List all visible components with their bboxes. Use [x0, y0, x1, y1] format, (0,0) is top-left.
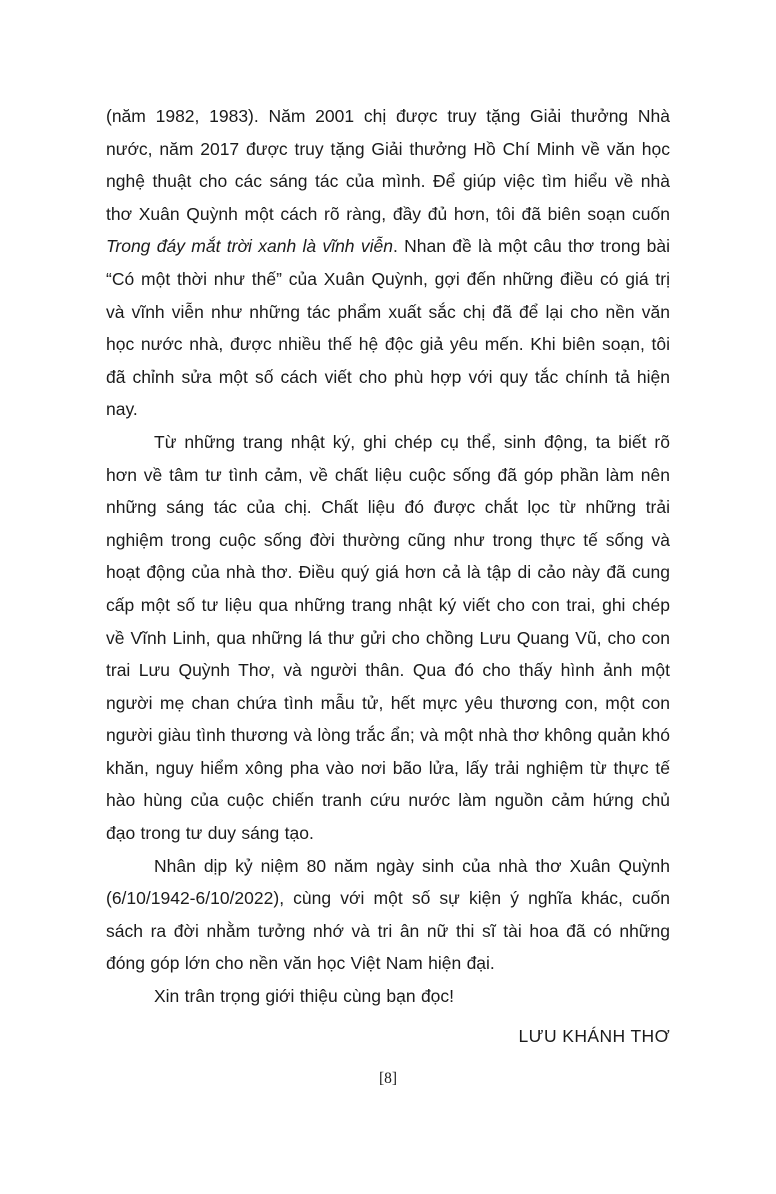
text-segment: Nhân dịp kỷ niệm 80 năm ngày sinh của nhà thơ Xuân Quỳnh (6/10/1942-6/10/2022), cùng với một số sự kiện ý nghĩa khác, cuốn sách ra đời nhằm tưởng nhớ và tri ân nữ thi sĩ tài hoa đã có những đóng góp lớn cho nền văn học Việt Nam hiện đại.	[106, 855, 670, 974]
page-number: [8]	[378, 1070, 398, 1087]
text-segment: Xin trân trọng giới thiệu cùng bạn đọc!	[154, 986, 455, 1007]
text-segment: (năm 1982, 1983). Năm 2001 chị được truy tặng Giải thưởng Nhà nước, năm 2017 được truy tặng Giải thưởng Hồ Chí Minh về văn học nghệ thuật cho các sáng tác của mình. Để giúp việc tìm hiểu về nhà thơ Xuân Quỳnh một cách rõ ràng, đầy đủ hơn, tôi đã biên soạn cuốn	[106, 106, 670, 224]
author-signature: LƯU KHÁNH THƠ	[518, 1025, 670, 1046]
paragraph-container	[106, 100, 670, 1013]
text-segment: Từ những trang nhật ký, ghi chép cụ thể, sinh động, ta biết rõ hơn về tâm tư tình cảm, về chất liệu cuộc sống đã góp phần làm nên những sáng tác của chị. Chất liệu đó được chắt lọc từ những trải nghiệm trong cuộc sống đời thường cũng như trong thực tế sống và hoạt động của nhà thơ. Điều quý giá hơn cả là tập di cảo này đã cung cấp một số tư liệu qua những trang nhật ký viết cho con trai, ghi chép về Vĩnh Linh, qua những lá thư gửi cho chồng Lưu Quang Vũ, cho con trai Lưu Quỳnh Thơ, và người thân. Qua đó cho thấy hình ảnh một người mẹ chan chứa tình mẫu tử, hết mực yêu thương con, một con người giàu tình thương và lòng trắc ẩn; và một nhà thơ không quản khó khăn, nguy hiểm xông pha vào nơi bão lửa, lấy trải nghiệm từ thực tế hào hùng của cuộc chiến tranh cứu nước làm nguồn cảm hứng chủ đạo trong tư duy sáng tạo.	[106, 431, 670, 844]
paragraph	[106, 100, 670, 426]
paragraph	[106, 850, 670, 980]
paragraph	[106, 980, 670, 1013]
text-segment: . Nhan đề là một câu thơ trong bài “Có một thời như thế” của Xuân Quỳnh, gợi đến những điều có giá trị và vĩnh viễn như những tác phẩm xuất sắc chị đã để lại cho nền văn học nước nhà, được nhiều thế hệ độc giả yêu mến. Khi biên soạn, tôi đã chỉnh sửa một số cách viết cho phù hợp với quy tắc chính tả hiện nay.	[106, 236, 670, 420]
italic-text-segment: Trong đáy mắt trời xanh là vĩnh viễn	[106, 236, 393, 257]
page-body	[106, 100, 670, 1052]
paragraph	[106, 426, 670, 850]
